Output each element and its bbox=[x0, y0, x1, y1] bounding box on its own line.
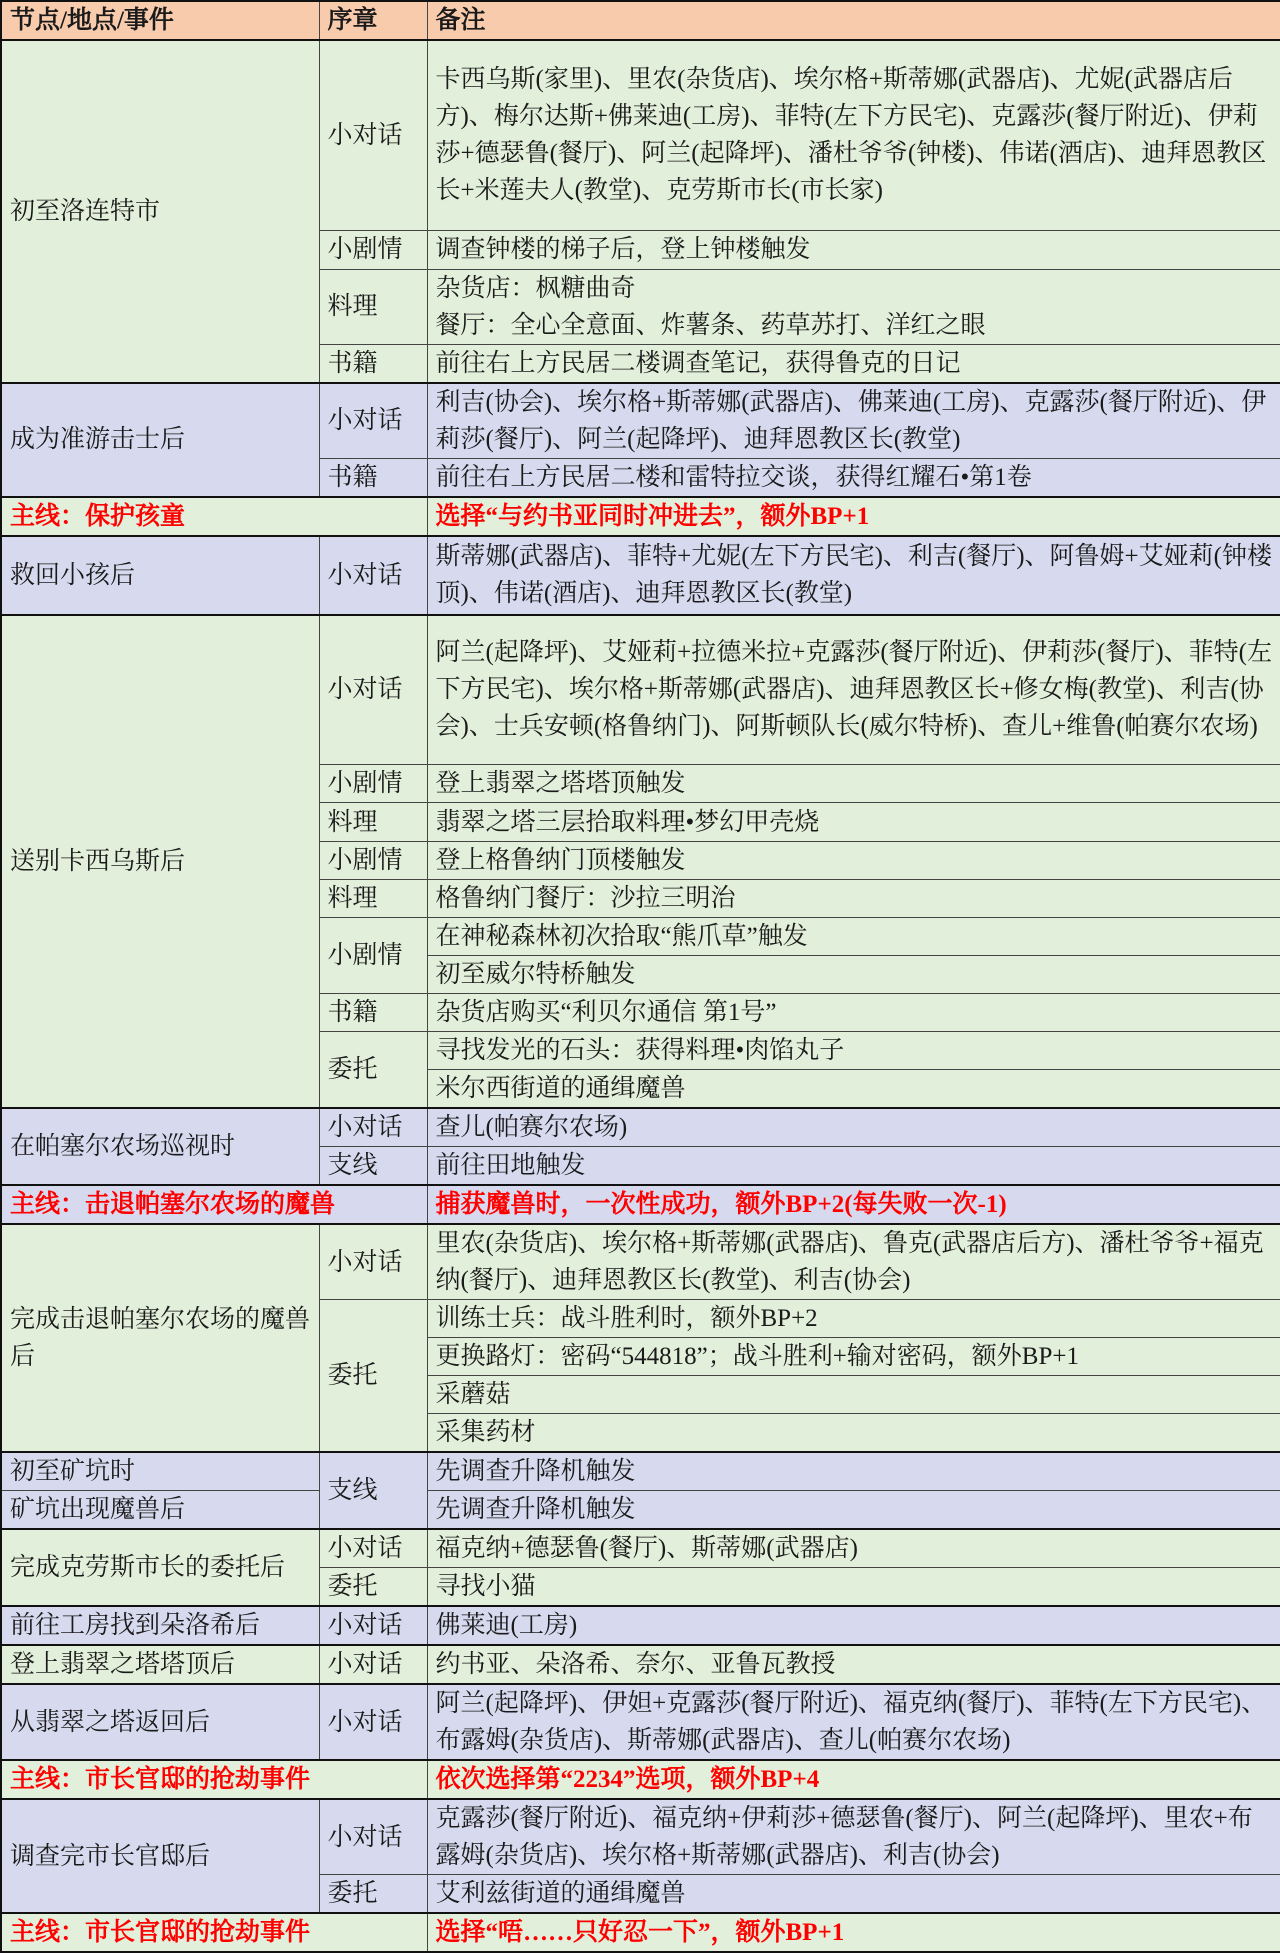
category-cell: 小对话 bbox=[319, 536, 427, 615]
category-cell: 委托 bbox=[319, 1875, 427, 1914]
note-cell: 前往右上方民居二楼调查笔记，获得鲁克的日记 bbox=[427, 344, 1280, 383]
note-cell: 先调查升降机触发 bbox=[427, 1491, 1280, 1530]
table-row bbox=[1, 1606, 1280, 1645]
note-cell: 前往右上方民居二楼和雷特拉交谈，获得红耀石•第1卷 bbox=[427, 458, 1280, 497]
header-notes-col: 备注 bbox=[427, 1, 1280, 40]
table-row bbox=[1, 1529, 1280, 1568]
note-cell: 杂货店购买“利贝尔通信 第1号” bbox=[427, 994, 1280, 1032]
section-label: 从翡翠之塔返回后 bbox=[1, 1684, 319, 1760]
note-cell: 寻找发光的石头：获得料理•肉馅丸子 bbox=[427, 1032, 1280, 1070]
category-cell: 料理 bbox=[319, 269, 427, 344]
section-label: 初至矿坑时 bbox=[1, 1452, 319, 1491]
table-row bbox=[1, 1108, 1280, 1147]
mainline-row bbox=[1, 1913, 1280, 1952]
category-cell: 料理 bbox=[319, 803, 427, 842]
mainline-note: 选择“与约书亚同时冲进去”，额外BP+1 bbox=[427, 497, 1280, 536]
category-cell: 小剧情 bbox=[319, 842, 427, 880]
category-cell: 小对话 bbox=[319, 1645, 427, 1684]
note-cell: 斯蒂娜(武器店)、菲特+尤妮(左下方民宅)、利吉(餐厅)、阿鲁姆+艾娅莉(钟楼顶)、伟诺(酒店)、迪拜恩教区长(教堂) bbox=[427, 536, 1280, 615]
section-label: 前往工房找到朵洛希后 bbox=[1, 1606, 319, 1645]
category-cell: 料理 bbox=[319, 880, 427, 918]
section-label: 调查完市长官邸后 bbox=[1, 1799, 319, 1913]
section-label: 救回小孩后 bbox=[1, 536, 319, 615]
category-cell: 支线 bbox=[319, 1452, 427, 1529]
note-cell: 利吉(协会)、埃尔格+斯蒂娜(武器店)、佛莱迪(工房)、克露莎(餐厅附近)、伊莉莎(餐厅)、阿兰(起降坪)、迪拜恩教区长(教堂) bbox=[427, 383, 1280, 459]
note-cell: 前往田地触发 bbox=[427, 1147, 1280, 1186]
note-cell: 格鲁纳门餐厅：沙拉三明治 bbox=[427, 880, 1280, 918]
note-cell: 训练士兵：战斗胜利时，额外BP+2 bbox=[427, 1300, 1280, 1338]
category-cell: 支线 bbox=[319, 1147, 427, 1186]
mainline-note: 捕获魔兽时，一次性成功，额外BP+2(每失败一次-1) bbox=[427, 1185, 1280, 1224]
header-node-col: 节点/地点/事件 bbox=[1, 1, 319, 40]
category-cell: 小剧情 bbox=[319, 230, 427, 269]
note-cell: 初至威尔特桥触发 bbox=[427, 956, 1280, 994]
category-cell: 委托 bbox=[319, 1300, 427, 1453]
section-label: 完成击退帕塞尔农场的魔兽后 bbox=[1, 1224, 319, 1452]
mainline-row bbox=[1, 1185, 1280, 1224]
section-label: 登上翡翠之塔塔顶后 bbox=[1, 1645, 319, 1684]
category-cell: 小对话 bbox=[319, 40, 427, 230]
mainline-label: 主线：击退帕塞尔农场的魔兽 bbox=[1, 1185, 427, 1224]
note-cell: 佛莱迪(工房) bbox=[427, 1606, 1280, 1645]
category-cell: 书籍 bbox=[319, 994, 427, 1032]
table-row bbox=[1, 383, 1280, 459]
category-cell: 小对话 bbox=[319, 1606, 427, 1645]
mainline-label: 主线：市长官邸的抢劫事件 bbox=[1, 1760, 427, 1799]
section-label: 初至洛连特市 bbox=[1, 40, 319, 383]
note-cell: 更换路灯：密码“544818”；战斗胜利+输对密码，额外BP+1 bbox=[427, 1338, 1280, 1376]
note-cell: 寻找小猫 bbox=[427, 1568, 1280, 1607]
section-label: 矿坑出现魔兽后 bbox=[1, 1491, 319, 1530]
table-row bbox=[1, 1799, 1280, 1875]
category-cell: 小剧情 bbox=[319, 918, 427, 994]
category-cell: 书籍 bbox=[319, 458, 427, 497]
category-cell: 小对话 bbox=[319, 1799, 427, 1875]
category-cell: 小对话 bbox=[319, 1684, 427, 1760]
section-label: 成为准游击士后 bbox=[1, 383, 319, 497]
note-cell: 先调查升降机触发 bbox=[427, 1452, 1280, 1491]
category-cell: 小剧情 bbox=[319, 765, 427, 803]
table-row bbox=[1, 1224, 1280, 1300]
category-cell: 书籍 bbox=[319, 344, 427, 383]
mainline-row bbox=[1, 497, 1280, 536]
section-label: 送别卡西乌斯后 bbox=[1, 615, 319, 1109]
table-row bbox=[1, 615, 1280, 765]
note-cell: 阿兰(起降坪)、艾娅莉+拉德米拉+克露莎(餐厅附近)、伊莉莎(餐厅)、菲特(左下方民宅)、埃尔格+斯蒂娜(武器店)、迪拜恩教区长+修女梅(教堂)、利吉(协会)、士兵安顿(格鲁纳门)、阿斯顿队长(威尔特桥)、查儿+维鲁(帕赛尔农场) bbox=[427, 615, 1280, 765]
note-cell: 约书亚、朵洛希、奈尔、亚鲁瓦教授 bbox=[427, 1645, 1280, 1684]
table-row bbox=[1, 1452, 1280, 1491]
mainline-label: 主线：保护孩童 bbox=[1, 497, 427, 536]
note-cell: 卡西乌斯(家里)、里农(杂货店)、埃尔格+斯蒂娜(武器店)、尤妮(武器店后方)、梅尔达斯+佛莱迪(工房)、菲特(左下方民宅)、克露莎(餐厅附近)、伊莉莎+德瑟鲁(餐厅)、阿兰(起降坪)、潘杜爷爷(钟楼)、伟诺(酒店)、迪拜恩教区长+米莲夫人(教堂)、克劳斯市长(市长家) bbox=[427, 40, 1280, 230]
section-label: 完成克劳斯市长的委托后 bbox=[1, 1529, 319, 1606]
note-cell: 查儿(帕赛尔农场) bbox=[427, 1108, 1280, 1147]
note-cell: 采蘑菇 bbox=[427, 1376, 1280, 1414]
note-cell bbox=[427, 269, 1280, 344]
note-cell: 登上翡翠之塔塔顶触发 bbox=[427, 765, 1280, 803]
mainline-row bbox=[1, 1760, 1280, 1799]
note-cell: 在神秘森林初次拾取“熊爪草”触发 bbox=[427, 918, 1280, 956]
header-chapter-col: 序章 bbox=[319, 1, 427, 40]
note-cell: 翡翠之塔三层拾取料理•梦幻甲壳烧 bbox=[427, 803, 1280, 842]
note-cell: 登上格鲁纳门顶楼触发 bbox=[427, 842, 1280, 880]
table-row bbox=[1, 1491, 1280, 1530]
note-cell: 采集药材 bbox=[427, 1414, 1280, 1453]
table-header-row bbox=[1, 1, 1280, 40]
note-cell: 福克纳+德瑟鲁(餐厅)、斯蒂娜(武器店) bbox=[427, 1529, 1280, 1568]
mainline-note: 依次选择第“2234”选项，额外BP+4 bbox=[427, 1760, 1280, 1799]
category-cell: 小对话 bbox=[319, 1224, 427, 1300]
note-cell: 阿兰(起降坪)、伊妲+克露莎(餐厅附近)、福克纳(餐厅)、菲特(左下方民宅)、布露姆(杂货店)、斯蒂娜(武器店)、查儿(帕赛尔农场) bbox=[427, 1684, 1280, 1760]
mainline-label: 主线：市长官邸的抢劫事件 bbox=[1, 1913, 427, 1952]
section-label: 在帕塞尔农场巡视时 bbox=[1, 1108, 319, 1185]
note-line: 杂货店：枫糖曲奇 bbox=[435, 274, 636, 302]
category-cell: 小对话 bbox=[319, 1108, 427, 1147]
note-cell: 克露莎(餐厅附近)、福克纳+伊莉莎+德瑟鲁(餐厅)、阿兰(起降坪)、里农+布露姆(杂货店)、埃尔格+斯蒂娜(武器店)、利吉(协会) bbox=[427, 1799, 1280, 1875]
note-cell: 艾利兹街道的通缉魔兽 bbox=[427, 1875, 1280, 1914]
category-cell: 委托 bbox=[319, 1568, 427, 1607]
note-cell: 调查钟楼的梯子后，登上钟楼触发 bbox=[427, 230, 1280, 269]
category-cell: 小对话 bbox=[319, 1529, 427, 1568]
table-row bbox=[1, 40, 1280, 230]
note-line: 餐厅：全心全意面、炸薯条、药草苏打、洋红之眼 bbox=[435, 311, 986, 339]
category-cell: 委托 bbox=[319, 1032, 427, 1109]
note-cell: 米尔西街道的通缉魔兽 bbox=[427, 1070, 1280, 1109]
category-cell: 小对话 bbox=[319, 383, 427, 459]
note-cell: 里农(杂货店)、埃尔格+斯蒂娜(武器店)、鲁克(武器店后方)、潘杜爷爷+福克纳(餐厅)、迪拜恩教区长(教堂)、利吉(协会) bbox=[427, 1224, 1280, 1300]
table-row bbox=[1, 536, 1280, 615]
category-cell: 小对话 bbox=[319, 615, 427, 765]
mainline-note: 选择“唔……只好忍一下”，额外BP+1 bbox=[427, 1913, 1280, 1952]
table-row bbox=[1, 1684, 1280, 1760]
table-row bbox=[1, 1645, 1280, 1684]
